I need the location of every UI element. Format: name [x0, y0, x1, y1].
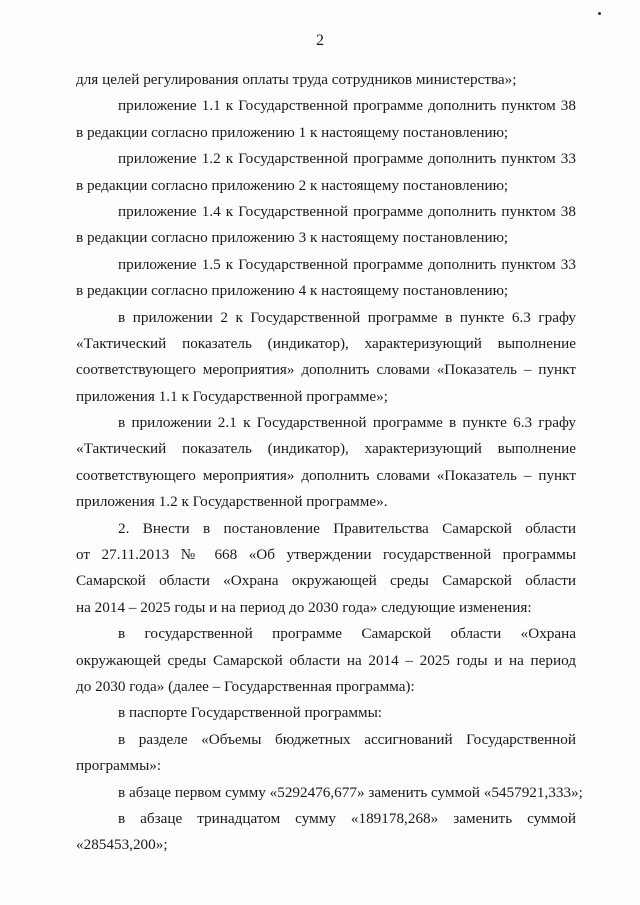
text-line: «Тактический показатель (индикатор), характеризующий выполнение [76, 440, 576, 458]
text-line: соответствующего мероприятия» дополнить словами «Показатель – пункт [76, 361, 576, 379]
text-line: в приложении 2.1 к Государственной программе в пункте 6.3 графу [118, 414, 576, 432]
text-line: в паспорте Государственной программы: [118, 704, 383, 722]
text-line: приложения 1.2 к Государственной программе». [76, 493, 388, 511]
scan-speck [598, 12, 601, 15]
document-body [76, 67, 583, 859]
text-line: приложение 1.5 к Государственной программе дополнить пунктом 33 [118, 255, 576, 273]
text-line: приложения 1.1 к Государственной программе»; [76, 387, 388, 405]
text-line: от 27.11.2013 № 668 «Об утверждении государственной программы [76, 546, 576, 564]
text-line: для целей регулирования оплаты труда сотрудников министерства»; [76, 71, 517, 88]
text-line: в государственной программе Самарской области «Охрана [118, 625, 576, 643]
text-line: приложение 1.4 к Государственной программе дополнить пунктом 38 [118, 202, 576, 220]
text-line: приложение 1.2 к Государственной программе дополнить пунктом 33 [118, 150, 576, 168]
text-line: «285453,200»; [76, 836, 168, 854]
text-line: программы»: [76, 757, 162, 775]
text-line: Самарской области «Охрана окружающей среды Самарской области [76, 572, 576, 590]
text-line: окружающей среды Самарской области на 2014 – 2025 годы и на период [76, 651, 576, 669]
page-number: 2 [316, 32, 324, 49]
text-line: в абзаце тринадцатом сумму «189178,268» заменить суммой [118, 809, 576, 827]
text-line: в абзаце первом сумму «5292476,677» заменить суммой «5457921,333»; [118, 783, 583, 801]
text-line: в редакции согласно приложению 4 к настоящему постановлению; [76, 282, 509, 300]
text-line: на 2014 – 2025 годы и на период до 2030 года» следующие изменения: [76, 598, 532, 616]
text-line: в приложении 2 к Государственной программе в пункте 6.3 графу [118, 308, 576, 326]
text-line: соответствующего мероприятия» дополнить словами «Показатель – пункт [76, 466, 576, 484]
text-line: «Тактический показатель (индикатор), характеризующий выполнение [76, 334, 576, 352]
text-line: в разделе «Объемы бюджетных ассигнований Государственной [118, 730, 576, 748]
text-line: до 2030 года» (далее – Государственная программа): [76, 677, 415, 695]
text-line: 2. Внести в постановление Правительства Самарской области [118, 519, 576, 537]
text-line: в редакции согласно приложению 3 к настоящему постановлению; [76, 229, 509, 247]
text-line: в редакции согласно приложению 1 к настоящему постановлению; [76, 123, 509, 141]
text-line: приложение 1.1 к Государственной программе дополнить пунктом 38 [118, 97, 576, 115]
text-line: в редакции согласно приложению 2 к настоящему постановлению; [76, 176, 509, 194]
